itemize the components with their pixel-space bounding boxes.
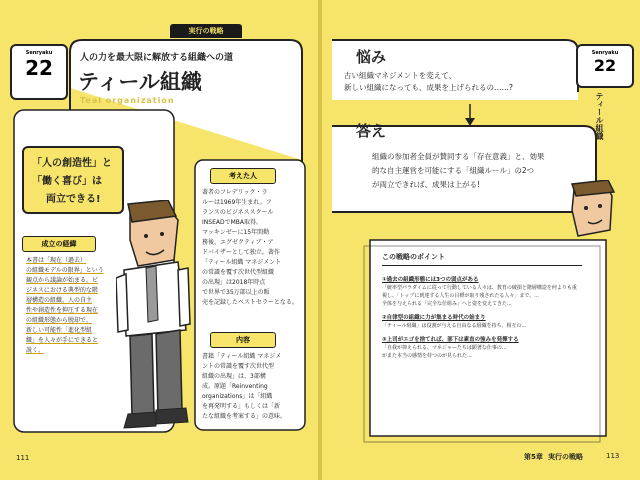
thinking-man-illustration [566, 180, 622, 242]
summary-line: 本書は「現在（過去） [26, 257, 87, 264]
summary-line: 新しい可能性「進化型組 [26, 327, 93, 334]
strategy-badge [10, 44, 68, 100]
summary-line: の組織形態から脱却で、 [26, 317, 92, 324]
businessman-illustration [116, 200, 194, 436]
point-line: 「ティール組織」は役割が与える自由なる組織を持ち、相互の... [382, 323, 527, 329]
speech-line-1: 「人の創造性」と [32, 158, 112, 169]
chapter-title: 実行の戦略 [548, 453, 583, 461]
answer-heading: 答え [356, 122, 387, 140]
page-title: ティール組織 [78, 70, 202, 94]
thinker-line: INSEADでMBA取得。 [202, 219, 262, 226]
contents-line: 成。原題「Reinventing [202, 383, 268, 390]
point-heading: ①過去の組織形態には3つの弱点がある [382, 277, 479, 283]
contents-text [202, 352, 302, 422]
strategy-badge-right [576, 44, 634, 88]
thinker-line: 著者のフレデリック・ラ [202, 189, 268, 196]
speech-line-3: 両立できる! [46, 194, 101, 205]
point-heading: ②自律型の組織に力が集まる時代の始まり [382, 315, 486, 321]
page-number-right: 113 [606, 452, 620, 460]
summary-line: 説く。 [26, 347, 44, 354]
chapter-label: 第5章 [524, 453, 543, 461]
summary-line: の組織モデルの限界」という [26, 267, 104, 274]
thinker-text [202, 188, 302, 308]
subtitle: 人の力を最大限に解放する組織への道 [80, 53, 234, 63]
answer-line: 的な自主運営を可能にする「組織ルール」の2つ [372, 166, 535, 175]
contents-line: を再発明する」もしくは「新 [202, 403, 281, 410]
point-line: がまた本当の感情を持つのが見られた... [382, 353, 472, 359]
answer-line: 組織の参加者全員が賛同する「存在意義」と、効果 [372, 152, 545, 161]
badge-number: 22 [593, 56, 617, 75]
point-line: 「自我が抑えられる、マネジャーたちは顕著な仕事の... [382, 345, 507, 351]
badge-label: Senryaku [591, 50, 619, 56]
contents-line: organizations」は「組織 [202, 393, 273, 400]
badge-number: 22 [25, 56, 53, 80]
contents-heading: 内容 [210, 332, 276, 348]
answer-text [372, 150, 545, 192]
summary-line: 層構造の組織、人の自主 [26, 297, 93, 304]
summary-heading: 成立の経緯 [22, 236, 96, 252]
thinker-line: 「ティール組織 マネジメント [202, 259, 282, 266]
point-line: 「統率型パラダイムに従って行動している人々は、教育の破損と階層構造を何よりも重 [382, 285, 577, 291]
question-heading: 悩み [356, 48, 387, 66]
question-text [344, 70, 513, 94]
speech-line-2: 「働く喜び」は [32, 176, 102, 187]
summary-line: ジネスにおける典型的な階 [26, 287, 98, 294]
contents-line: 書籍「ティール組織 マネジメ [202, 353, 282, 360]
question-line: 新しい組織になっても、成果を上げられるの……? [344, 83, 513, 92]
summary-text [26, 256, 126, 356]
summary-line: 観点から議論が始まる。ビ [26, 277, 99, 284]
left-page [0, 0, 318, 480]
title-english: Teal organization [80, 96, 175, 105]
thinker-line: ルーは1969年生まれ。フ [202, 199, 272, 206]
question-line: 古い組織マネジメントを変えて、 [344, 71, 457, 80]
speech-bubble [22, 146, 124, 214]
point-heading: ③上司がエゴを捨てれば、部下は素直の強みを発揮する [382, 337, 519, 343]
section-tab: 実行の戦略 [170, 24, 242, 38]
contents-line: たな組織を考案する」の意味。 [202, 413, 287, 420]
thinker-line: の常識を覆す次世代型組織 [202, 269, 275, 276]
badge-label: Senryaku [25, 50, 53, 56]
thinker-line: 務後、エグゼクティブ・ア [202, 239, 274, 246]
point-line: 視し、「トップに到達する人生の目標が取り残されたる人々」まで、... [382, 293, 540, 299]
thinker-line: で世界で35万部以上の販 [202, 289, 270, 296]
answer-line: が両立できれば、成果は上がる! [372, 180, 481, 189]
summary-line: 織」を人々が手にできると [26, 337, 99, 344]
thinker-heading: 考えた人 [210, 168, 276, 184]
contents-line: ントの常識を覆す次世代型 [202, 363, 275, 370]
point-line: 全体を与えられる「完全な仕組み」へと姿を変えてきた... [382, 301, 512, 307]
summary-line: 性や創造性を抑圧する現在 [26, 307, 99, 314]
thinker-line: 売を記録したベストセラーとなる。 [202, 299, 298, 306]
thinker-line: ドバイザーとして独立。著作 [202, 249, 280, 256]
thinker-line: ランスのビジネススクール [202, 209, 274, 216]
thinker-line: マッキンゼーに15年間勤 [202, 229, 270, 236]
points-list [382, 276, 596, 360]
thinker-line: の出現」は2018年時点 [202, 279, 266, 286]
page-number-left: 111 [16, 454, 30, 462]
vertical-title: ティール組織 [595, 92, 604, 140]
contents-line: 組織の出現」は、3部構 [202, 373, 266, 380]
right-page [322, 0, 640, 480]
points-title: この戦略のポイント [382, 252, 582, 266]
